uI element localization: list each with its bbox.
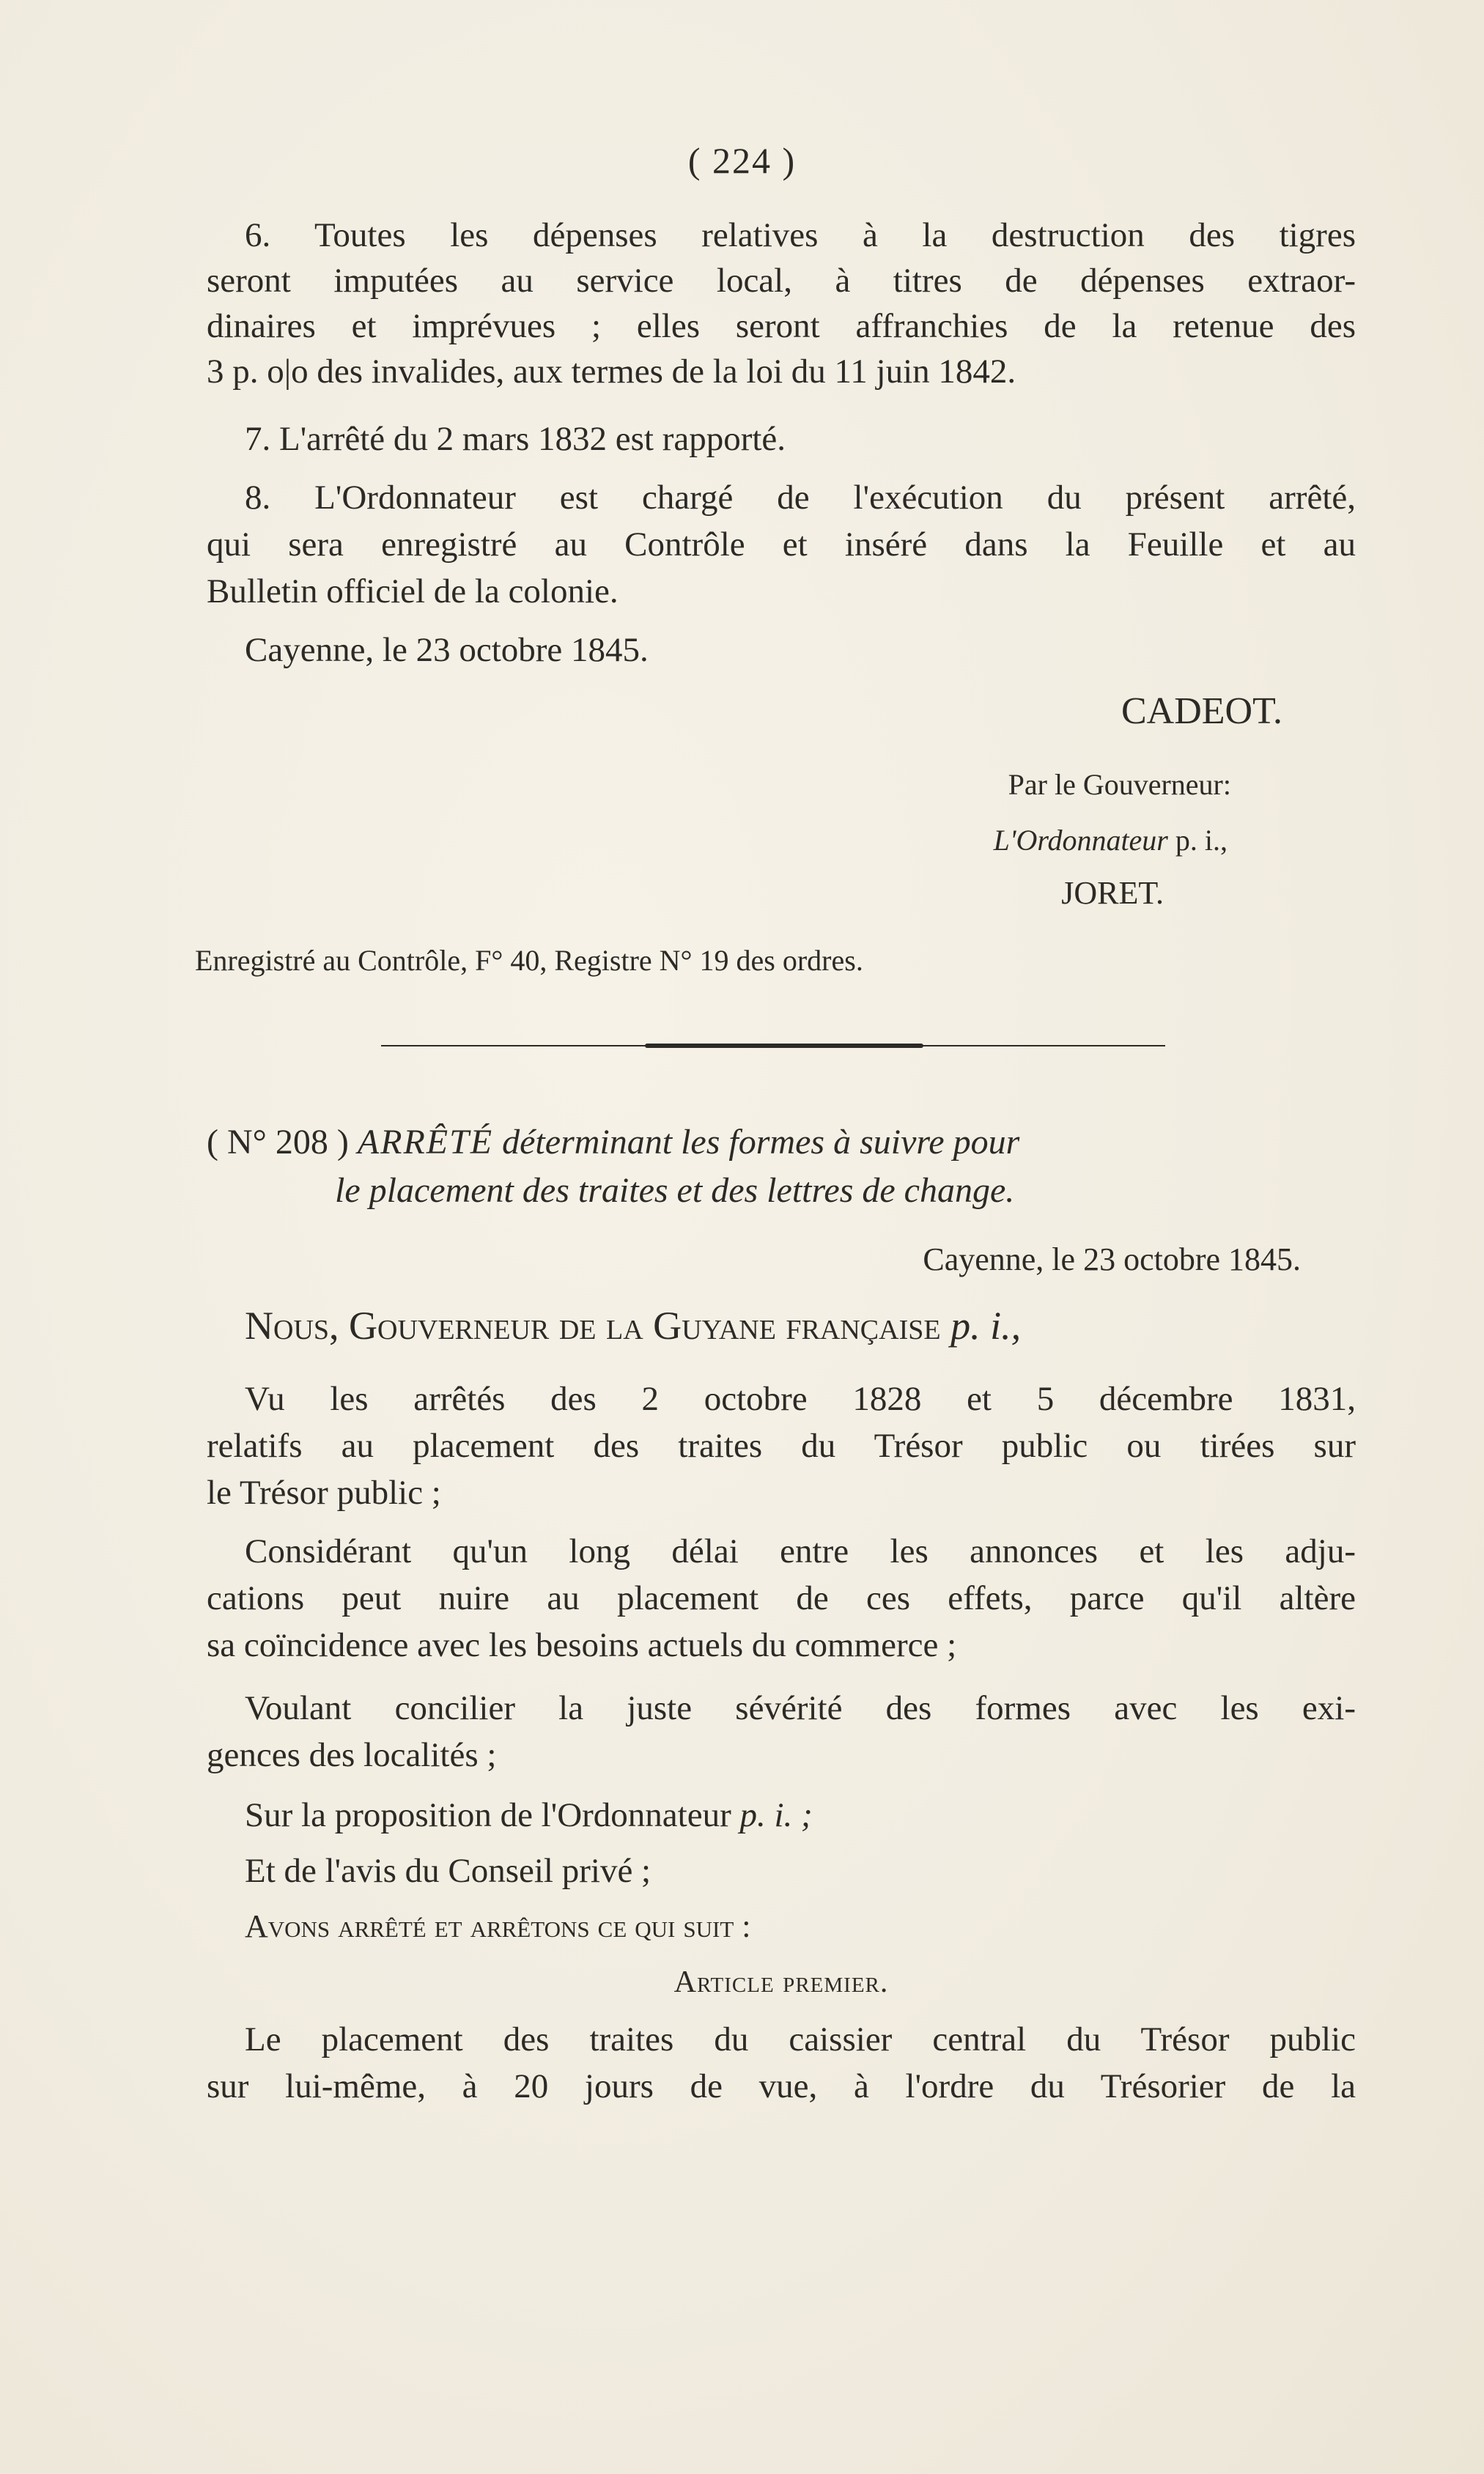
text-line: gences des localités ;: [207, 1736, 497, 1774]
decree-description: le placement des traites et des lettres de change.: [335, 1171, 1015, 1210]
text-line: dinaires et imprévues ; elles seront affranchies de la retenue des: [207, 307, 1356, 345]
text-line: sa coïncidence avec les besoins actuels du commerce ;: [207, 1626, 957, 1664]
ordonnateur-label: L'Ordonnateur: [993, 824, 1168, 857]
text-line: 6. Toutes les dépenses relatives à la destruction des tigres: [245, 216, 1356, 254]
article-heading: Article premier.: [673, 1965, 889, 1999]
text-line: Le placement des traites du caissier central du Trésor public: [245, 2020, 1356, 2058]
issuer-line: [207, 1303, 1356, 1348]
text-line: seront imputées au service local, à titres de dépenses extraor-: [207, 262, 1356, 300]
proposition-line: [207, 1792, 1356, 1838]
issuer-text: Nous, Gouverneur de la Guyane française: [245, 1304, 941, 1348]
proposition-suffix: p. i. ;: [739, 1796, 813, 1834]
date-line: Cayenne, le 23 octobre 1845.: [245, 631, 649, 669]
decision-line: Avons arrêté et arrêtons ce qui suit :: [245, 1908, 751, 1944]
decree-heading: [207, 1120, 1356, 1165]
signature-name: CADEOT.: [1121, 690, 1282, 732]
signature-name: JORET.: [1061, 875, 1164, 911]
text-line: 7. L'arrêté du 2 mars 1832 est rapporté.: [245, 420, 786, 458]
text-line: Vu les arrêtés des 2 octobre 1828 et 5 décembre 1831,: [245, 1380, 1356, 1418]
text-line: Considérant qu'un long délai entre les annonces et les adju-: [245, 1532, 1356, 1570]
signature-role: [207, 818, 1356, 863]
page-number: ( 224 ): [687, 140, 797, 181]
text-line: Bulletin officiel de la colonie.: [207, 572, 619, 610]
text-line: qui sera enregistré au Contrôle et inséré dans la Feuille et au: [207, 525, 1356, 564]
proposition-text: Sur la proposition de l'Ordonnateur: [245, 1796, 731, 1834]
text-line: Et de l'avis du Conseil privé ;: [245, 1852, 651, 1890]
text-line: relatifs au placement des traites du Trésor public ou tirées sur: [207, 1427, 1356, 1465]
text-line: 3 p. o|o des invalides, aux termes de la loi du 11 juin 1842.: [207, 352, 1016, 391]
issuer-suffix: p. i.,: [950, 1304, 1022, 1348]
text-line: le Trésor public ;: [207, 1474, 441, 1512]
role-suffix: p. i.,: [1175, 824, 1228, 857]
decree-number: ( N° 208 ): [207, 1123, 349, 1162]
text-line: Voulant concilier la juste sévérité des formes avec les exi-: [245, 1689, 1356, 1727]
registration-note: Enregistré au Contrôle, F° 40, Registre N° 19 des ordres.: [195, 944, 863, 977]
decree-date: Cayenne, le 23 octobre 1845.: [923, 1241, 1301, 1277]
section-divider-ornament: [645, 1044, 923, 1048]
decree-title: ARRÊTÉ: [357, 1123, 494, 1162]
text-line: cations peut nuire au placement de ces effets, parce qu'il altère: [207, 1579, 1356, 1617]
decree-description: déterminant les formes à suivre pour: [502, 1123, 1020, 1162]
signature-by: Par le Gouverneur:: [1008, 768, 1231, 801]
text-line: sur lui-même, à 20 jours de vue, à l'ordre du Trésorier de la: [207, 2067, 1356, 2105]
text-line: 8. L'Ordonnateur est chargé de l'exécution du présent arrêté,: [245, 479, 1356, 517]
